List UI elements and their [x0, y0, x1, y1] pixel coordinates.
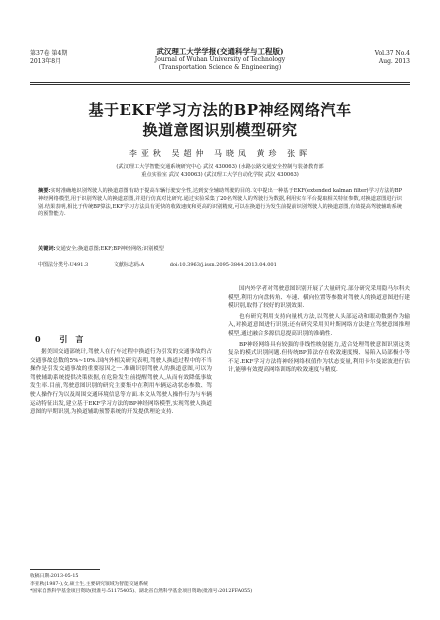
- header-date-en: Aug. 2013: [378, 58, 410, 65]
- left-column-body: 据美国交通部统计,驾驶人在行车过程中换道行为引发的交通事故约占交通事故总数的5%~10%.国内外相关研究表明,驾驶人换道过程中的不当操作是引发交通事故的重要原因之一.准确识别驾驶人的换道意图,可以为驾驶辅助系统提供决策依据,在危险发生前提醒驾驶人,从而有效降低事故发生率.目前,驾驶意图识别的研究主要集中在利用车辆运动状态参数、驾驶人操作行为以及周围交通环境信息等方面.本文从驾驶人操作行为与车辆运动特征出发,建立基于EKF学习方法的BP神经网络模型,实现驾驶人换道意图的早期识别,为换道辅助预警系统的开发提供理论支持.: [30, 349, 212, 416]
- journal-subtitle-en: (Transportation Science & Engineering): [158, 64, 282, 71]
- right-paragraph: BP神经网络具有较强的非线性映射能力,适合处理驾驶意图识别这类复杂的模式识别问题.但传统BP算法存在收敛速度慢、易陷入局部极小等不足.EKF学习方法将神经网络权值作为状态变量,利用卡尔曼滤波进行估计,能够有效提高网络训练的收敛速度与精度.: [228, 341, 410, 374]
- paper-title: [30, 100, 410, 140]
- classification-line: [38, 262, 402, 269]
- abstract-label: 摘要:: [38, 188, 51, 194]
- keywords: [38, 246, 402, 254]
- header-volume: [30, 50, 67, 66]
- footnote-funding: *国家自然科学基金项目资助(批准号:51175405)、湖北省自然科学基金项目资助(批准号:2012FFA055): [30, 589, 253, 594]
- header-volume-issue-en: Vol.37 No.4: [374, 50, 410, 57]
- journal-name: [110, 48, 330, 72]
- header-volume-en: [375, 50, 410, 66]
- journal-name-cn: 武汉理工大学学报(交通科学与工程版): [156, 47, 284, 56]
- abstract: [38, 188, 402, 219]
- header-divider: [30, 82, 410, 83]
- clc-number: 中图法分类号:U491.3: [38, 262, 89, 268]
- section-heading-introduction: 0 引言: [35, 334, 92, 344]
- right-paragraph: 国内外学者对驾驶意图识别开展了大量研究.部分研究采用隐马尔科夫模型,利用方向盘转角、车速、横向位置等参数对驾驶人的换道意图进行建模识别,取得了较好的识别效果.: [228, 286, 410, 310]
- keywords-label: 关键词:: [38, 246, 56, 252]
- header-divider-thin: [30, 84, 410, 85]
- footnote-divider: [30, 569, 100, 570]
- header-volume-issue: 第37卷 第4期: [30, 50, 68, 57]
- paper-title-line1: 基于EKF学习方法的BP神经网络汽车: [88, 101, 352, 119]
- affiliation-line2: 重点实验室 武汉 430063) (武汉理工大学自动化学院 武汉 430063): [141, 172, 299, 178]
- right-column-body: [228, 285, 410, 377]
- paper-title-line2: 换道意图识别模型研究: [142, 121, 298, 139]
- journal-name-en: Journal of Wuhan University of Technology: [154, 56, 286, 63]
- affiliations: [45, 163, 395, 179]
- document-code: 文献标志码:A: [113, 262, 145, 268]
- keywords-text: 交通安全;换道意图;EKF;BP神经网络;识别模型: [55, 246, 164, 252]
- right-paragraph: 也有研究利用支持向量机方法,以驾驶人头部运动和眼动数据作为输入,对换道意图进行识别;还有研究采用贝叶斯网络方法建立驾驶意图推理模型,通过融合多源信息提高识别的准确性.: [228, 313, 410, 337]
- doi: doi:10.3963/j.issn.2095-3844.2013.04.001: [169, 262, 277, 268]
- affiliation-line1: (武汉理工大学智能交通系统研究中心 武汉 430063) (水路公路交通安全控制与装备教育部: [116, 164, 324, 170]
- footnote: [30, 573, 410, 596]
- author-list: 李亚秋 吴超仲 马晓凤 黄珍 张晖: [128, 149, 312, 158]
- abstract-text: 实时准确地识别驾驶人的换道意图有助于提高车辆行驶安全性,达到安全辅助驾驶的目的.文中提出一种基于EKF(extended kalman filter)学习方法的BP神经网络模型,用于识别驾驶人的换道意图,并进行仿真对比研究.通过实验采集了20名驾驶人的驾驶行为数据,利用实车平台提取相关特征参数,对换道意图进行识别.结果表明,相比于传统BP算法,EKF学习方法具有更快的收敛速度和更高的识别精度,可以在换道行为发生前提前识别驾驶人的换道意图,有效提高驾驶辅助系统的预警能力.: [38, 188, 402, 218]
- footnote-received: 收稿日期:2013-05-15: [30, 574, 79, 579]
- header-date: 2013年8月: [30, 58, 62, 65]
- footnote-author: 李亚秋(1987-),女,硕士生,主要研究领域为智能交通系统: [30, 581, 149, 587]
